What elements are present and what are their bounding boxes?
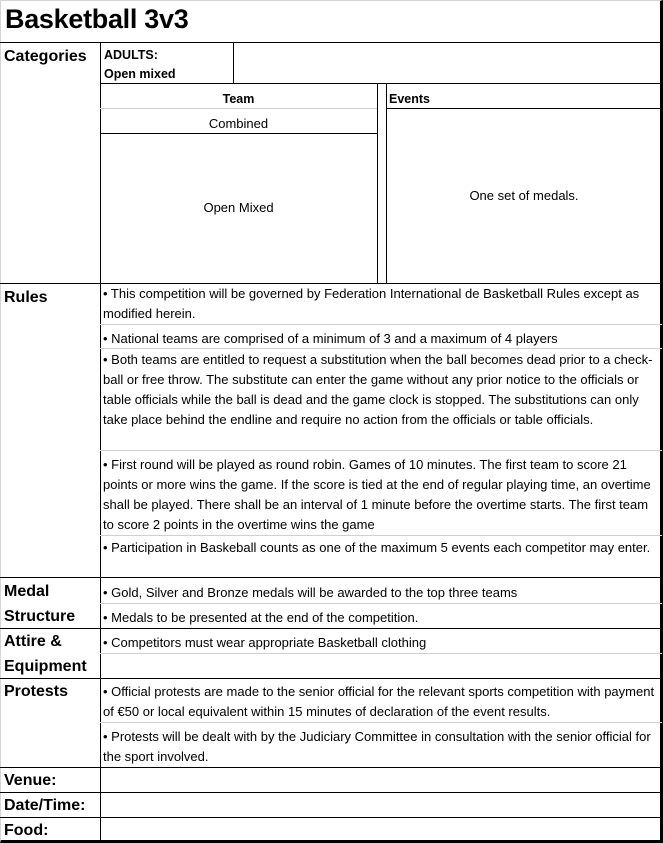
events-value: One set of medals. bbox=[469, 188, 579, 203]
divider bbox=[100, 450, 662, 451]
rules-label: Rules bbox=[4, 289, 48, 306]
divider bbox=[100, 535, 662, 536]
team-type: Combined bbox=[208, 116, 269, 131]
age-group: ADULTS: bbox=[104, 48, 158, 62]
divider bbox=[100, 603, 662, 604]
medal-item: • Medals to be presented at the end of the competition. bbox=[103, 610, 419, 625]
divider bbox=[100, 348, 662, 349]
team-header: Team bbox=[222, 92, 255, 106]
divider bbox=[100, 722, 662, 723]
divider bbox=[0, 678, 662, 679]
divider bbox=[386, 83, 387, 283]
divider bbox=[233, 42, 234, 83]
medal-item: • Gold, Silver and Bronze medals will be awarded to the top three teams bbox=[103, 585, 518, 600]
divider bbox=[0, 767, 662, 768]
medal-structure-label-line2: Structure bbox=[4, 608, 76, 625]
categories-label: Categories bbox=[4, 48, 87, 65]
protests-label: Protests bbox=[4, 683, 69, 700]
rule-item: • First round will be played as round robin. Games of 10 minutes. The first team to score 21 points or more wins the game. If the score is tied at the end of regular playing time, an overtime shall be played. There shall be an interval of 1 minute before the overtime starts. The first team to score 2 points in the overtime wins the game bbox=[103, 457, 651, 532]
medal-structure-label-line1: Medal bbox=[4, 583, 50, 600]
protest-item: • Protests will be dealt with by the Judiciary Committee in consultation with the senior official for the sport involved. bbox=[103, 729, 651, 764]
divider bbox=[0, 628, 662, 629]
rule-item: • Both teams are entitled to request a substitution when the ball becomes dead prior to a check-ball or free throw. The substitute can enter the game without any prior notice to the officials or table officials while the ball is dead and the game clock is stopped. The substitutions can only take place behind the endline and require no action from the officials or table officials. bbox=[103, 352, 653, 427]
rule-item: • This competition will be governed by Federation International de Basketball Rules except as modified herein. bbox=[103, 286, 640, 321]
divider bbox=[100, 653, 662, 654]
divider bbox=[0, 817, 662, 818]
attire-item: • Competitors must wear appropriate Basketball clothing bbox=[103, 635, 427, 650]
divider bbox=[100, 108, 377, 109]
venue-label: Venue: bbox=[4, 772, 57, 789]
divider bbox=[100, 83, 662, 84]
divider bbox=[0, 792, 662, 793]
events-header: Events bbox=[389, 92, 430, 106]
team-category: Open Mixed bbox=[203, 200, 274, 215]
attire-label-line2: Equipment bbox=[4, 658, 87, 675]
division: Open mixed bbox=[104, 67, 176, 81]
food-label: Food: bbox=[4, 822, 49, 839]
rule-item: • Participation in Baskeball counts as one of the maximum 5 events each competitor may enter. bbox=[103, 540, 651, 555]
protest-item: • Official protests are made to the senior official for the relevant sports competition with payment of €50 or local equivalent within 15 minutes of declaration of the event results. bbox=[103, 684, 655, 719]
divider bbox=[0, 577, 662, 578]
divider bbox=[386, 108, 662, 109]
page-title: Basketball 3v3 bbox=[5, 4, 189, 34]
divider bbox=[100, 133, 377, 134]
rule-item: • National teams are comprised of a minimum of 3 and a maximum of 4 players bbox=[103, 331, 558, 346]
divider bbox=[100, 324, 662, 325]
attire-label-line1: Attire & bbox=[4, 633, 62, 650]
datetime-label: Date/Time: bbox=[4, 797, 86, 814]
divider bbox=[377, 83, 378, 283]
